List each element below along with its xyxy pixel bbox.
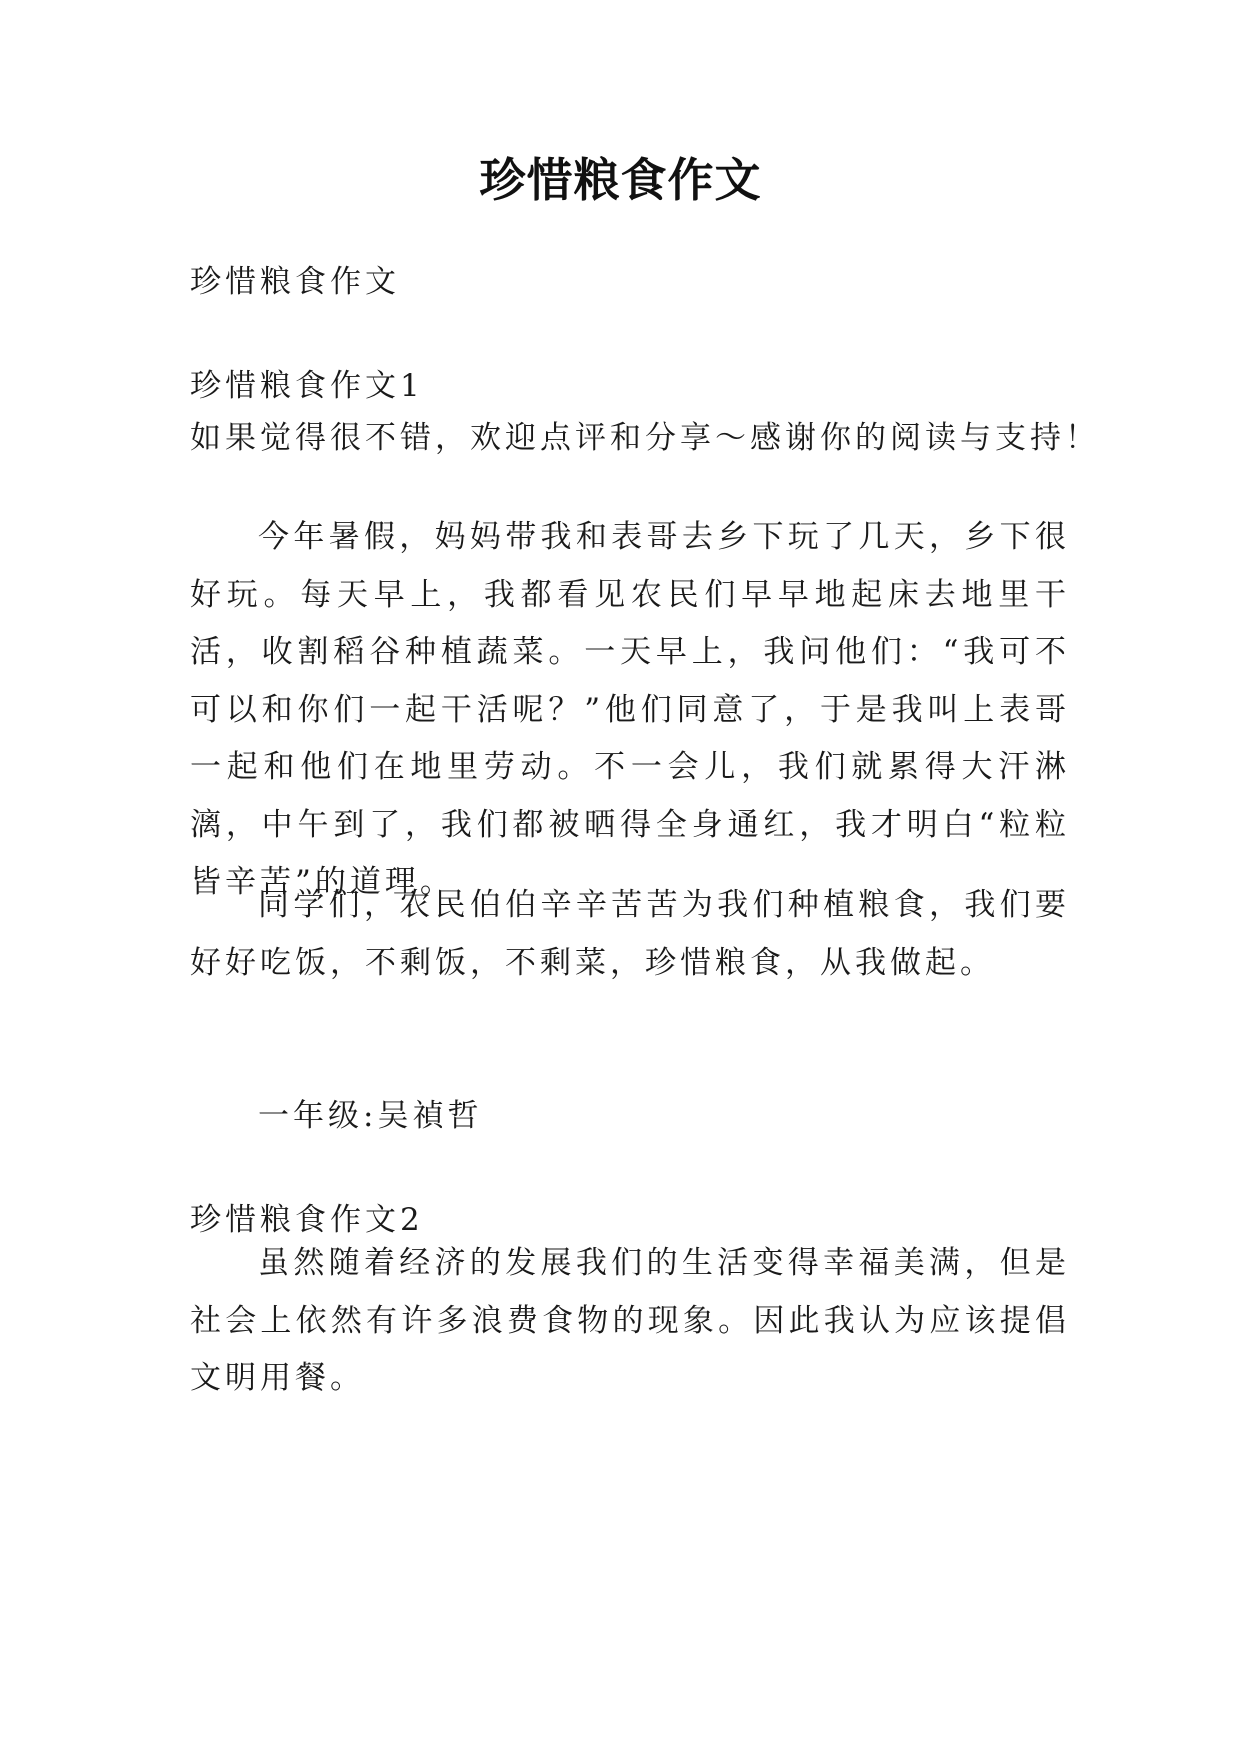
document-title: 珍惜粮食作文 — [479, 153, 762, 207]
essay1-author: 一年级:吴禎哲 — [258, 1098, 483, 1134]
essay1-paragraph1: 今年暑假，妈妈带我和表哥去乡下玩了几天，乡下很好玩。每天早上，我都看见农民们早早地起床去地里干活，收割稻谷种植蔬菜。一天早上，我问他们：“我可不可以和你们一起干活呢？”他们同意了，于是我叫上表哥一起和他们在地里劳动。不一会儿，我们就累得大汗淋漓，中午到了，我们都被晒得全身通红，我才明白“粒粒皆辛苦”的道理。 — [190, 519, 1070, 900]
document-subtitle: 珍惜粮食作文 — [190, 264, 400, 300]
essay1-heading: 珍惜粮食作文1 — [190, 368, 424, 404]
essay2-heading: 珍惜粮食作文2 — [190, 1202, 424, 1238]
essay1-paragraph2: 同学们，农民伯伯辛辛苦苦为我们种植粮食，我们要好好吃饭，不剩饭，不剩菜，珍惜粮食，从我做起。 — [190, 887, 1070, 981]
essay2-paragraph1: 虽然随着经济的发展我们的生活变得幸福美满，但是社会上依然有许多浪费食物的现象。因此我认为应该提倡文明用餐。 — [190, 1245, 1070, 1396]
essay1-intro: 如果觉得很不错，欢迎点评和分享～感谢你的阅读与支持！ — [190, 420, 1100, 456]
